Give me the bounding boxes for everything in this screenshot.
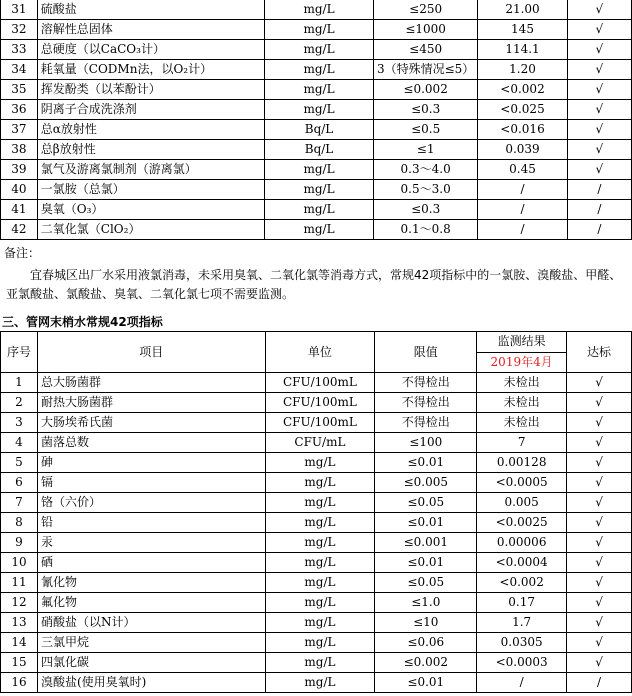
cell-item: 氰化物 bbox=[37, 573, 265, 593]
cell-result: / bbox=[478, 220, 567, 240]
cell-pass: / bbox=[567, 180, 631, 200]
cell-result: 0.00006 bbox=[477, 533, 567, 553]
cell-unit: mg/L bbox=[265, 553, 375, 573]
cell-limit: 3（特殊情况≤5） bbox=[373, 60, 477, 80]
cell-result: <0.0003 bbox=[477, 653, 567, 673]
table-row bbox=[1, 513, 632, 533]
cell-result: 0.005 bbox=[477, 493, 567, 513]
table-row bbox=[1, 140, 632, 160]
cell-pass: √ bbox=[567, 100, 631, 120]
header-pass: 达标 bbox=[567, 332, 632, 373]
cell-limit: ≤450 bbox=[373, 40, 477, 60]
cell-result: 0.17 bbox=[477, 593, 567, 613]
cell-unit: mg/L bbox=[265, 180, 374, 200]
cell-unit: CFU/100mL bbox=[265, 413, 375, 433]
cell-item: 溴酸盐(使用臭氧时) bbox=[37, 673, 265, 693]
header-result-date: 2019年4月 bbox=[477, 352, 567, 373]
cell-unit: mg/L bbox=[265, 573, 375, 593]
cell-limit: ≤0.01 bbox=[375, 553, 477, 573]
table-row bbox=[1, 493, 632, 513]
cell-no: 13 bbox=[1, 613, 38, 633]
cell-pass: √ bbox=[567, 40, 631, 60]
cell-no: 10 bbox=[1, 553, 38, 573]
cell-pass: / bbox=[567, 673, 632, 693]
table-row bbox=[1, 413, 632, 433]
cell-no: 4 bbox=[1, 433, 38, 453]
cell-pass: √ bbox=[567, 593, 632, 613]
header-no: 序号 bbox=[1, 332, 38, 373]
table-row bbox=[1, 20, 632, 40]
cell-item: 硝酸盐（以N计） bbox=[37, 613, 265, 633]
cell-no: 40 bbox=[1, 180, 38, 200]
cell-no: 37 bbox=[1, 120, 38, 140]
cell-pass: √ bbox=[567, 20, 631, 40]
cell-item: 挥发酚类（以苯酚计） bbox=[37, 80, 264, 100]
cell-pass: √ bbox=[567, 140, 631, 160]
cell-no: 41 bbox=[1, 200, 38, 220]
table-row bbox=[1, 60, 632, 80]
cell-item: 铅 bbox=[37, 513, 265, 533]
cell-no: 35 bbox=[1, 80, 38, 100]
cell-limit: ≤0.05 bbox=[375, 493, 477, 513]
cell-limit: 0.3～4.0 bbox=[373, 160, 477, 180]
cell-result: <0.002 bbox=[478, 80, 567, 100]
table-header-row bbox=[1, 332, 632, 353]
cell-unit: mg/L bbox=[265, 593, 375, 613]
cell-no: 32 bbox=[1, 20, 38, 40]
table-row bbox=[1, 533, 632, 553]
table-row bbox=[1, 393, 632, 413]
cell-limit: ≤250 bbox=[373, 0, 477, 20]
cell-no: 12 bbox=[1, 593, 38, 613]
table-row bbox=[1, 613, 632, 633]
table-row bbox=[1, 80, 632, 100]
cell-limit: ≤1.0 bbox=[375, 593, 477, 613]
cell-pass: √ bbox=[567, 453, 632, 473]
table-row bbox=[1, 633, 632, 653]
cell-unit: CFU/100mL bbox=[265, 393, 375, 413]
cell-unit: mg/L bbox=[265, 160, 374, 180]
cell-limit: ≤0.5 bbox=[373, 120, 477, 140]
cell-result: 1.20 bbox=[478, 60, 567, 80]
cell-pass: √ bbox=[567, 613, 632, 633]
cell-item: 总硬度（以CaCO₃计） bbox=[37, 40, 264, 60]
table-row bbox=[1, 120, 632, 140]
cell-limit: ≤0.3 bbox=[373, 200, 477, 220]
cell-pass: √ bbox=[567, 653, 632, 673]
cell-limit: 不得检出 bbox=[375, 413, 477, 433]
cell-unit: Bq/L bbox=[265, 140, 374, 160]
cell-result: 未检出 bbox=[477, 413, 567, 433]
cell-unit: mg/L bbox=[265, 100, 374, 120]
cell-pass: √ bbox=[567, 60, 631, 80]
table-row bbox=[1, 160, 632, 180]
cell-result: / bbox=[478, 180, 567, 200]
cell-limit: ≤0.01 bbox=[375, 513, 477, 533]
cell-result: 0.45 bbox=[478, 160, 567, 180]
cell-result: 1.7 bbox=[477, 613, 567, 633]
table-row bbox=[1, 673, 632, 693]
cell-result: <0.0025 bbox=[477, 513, 567, 533]
cell-unit: mg/L bbox=[265, 453, 375, 473]
table-row bbox=[1, 200, 632, 220]
indicator-table-bottom bbox=[0, 331, 632, 693]
cell-no: 5 bbox=[1, 453, 38, 473]
cell-no: 36 bbox=[1, 100, 38, 120]
cell-item: 硫酸盐 bbox=[37, 0, 264, 20]
cell-result: 7 bbox=[477, 433, 567, 453]
cell-limit: ≤0.3 bbox=[373, 100, 477, 120]
cell-pass: √ bbox=[567, 513, 632, 533]
indicator-table-top bbox=[0, 0, 632, 240]
cell-item: 总大肠菌群 bbox=[37, 373, 265, 393]
cell-unit: mg/L bbox=[265, 473, 375, 493]
cell-result: 0.00128 bbox=[477, 453, 567, 473]
cell-result: 145 bbox=[478, 20, 567, 40]
cell-no: 11 bbox=[1, 573, 38, 593]
cell-pass: / bbox=[567, 200, 631, 220]
cell-result: <0.025 bbox=[478, 100, 567, 120]
note-text: 宜春城区出厂水采用液氯消毒，未采用臭氧、二氧化氯等消毒方式，常规42项指标中的一氯胺、溴酸盐、甲醛、亚氯酸盐、氯酸盐、臭氧、二氧化氯七项不需要监测。 bbox=[6, 268, 622, 301]
cell-pass: √ bbox=[567, 573, 632, 593]
cell-no: 16 bbox=[1, 673, 38, 693]
header-item: 项目 bbox=[37, 332, 265, 373]
cell-limit: 不得检出 bbox=[375, 373, 477, 393]
cell-unit: mg/L bbox=[265, 493, 375, 513]
cell-unit: mg/L bbox=[265, 220, 374, 240]
cell-limit: ≤10 bbox=[375, 613, 477, 633]
cell-result: <0.0004 bbox=[477, 553, 567, 573]
cell-limit: ≤1 bbox=[373, 140, 477, 160]
header-limit: 限值 bbox=[375, 332, 477, 373]
header-unit: 单位 bbox=[265, 332, 375, 373]
cell-no: 2 bbox=[1, 393, 38, 413]
cell-item: 溶解性总固体 bbox=[37, 20, 264, 40]
cell-result: <0.016 bbox=[478, 120, 567, 140]
cell-item: 耐热大肠菌群 bbox=[37, 393, 265, 413]
cell-result: / bbox=[477, 673, 567, 693]
cell-pass: √ bbox=[567, 0, 631, 20]
cell-unit: CFU/100mL bbox=[265, 373, 375, 393]
cell-item: 菌落总数 bbox=[37, 433, 265, 453]
cell-limit: ≤0.002 bbox=[375, 653, 477, 673]
cell-item: 大肠埃希氏菌 bbox=[37, 413, 265, 433]
cell-item: 总α放射性 bbox=[37, 120, 264, 140]
cell-limit: ≤1000 bbox=[373, 20, 477, 40]
cell-result: <0.002 bbox=[477, 573, 567, 593]
cell-pass: √ bbox=[567, 433, 632, 453]
cell-limit: 不得检出 bbox=[375, 393, 477, 413]
cell-no: 7 bbox=[1, 493, 38, 513]
cell-no: 1 bbox=[1, 373, 38, 393]
cell-limit: 0.5～3.0 bbox=[373, 180, 477, 200]
cell-pass: √ bbox=[567, 633, 632, 653]
cell-limit: ≤0.001 bbox=[375, 533, 477, 553]
cell-unit: mg/L bbox=[265, 200, 374, 220]
cell-item: 砷 bbox=[37, 453, 265, 473]
table-row bbox=[1, 40, 632, 60]
cell-no: 6 bbox=[1, 473, 38, 493]
cell-limit: ≤0.06 bbox=[375, 633, 477, 653]
cell-unit: CFU/mL bbox=[265, 433, 375, 453]
cell-no: 9 bbox=[1, 533, 38, 553]
cell-unit: mg/L bbox=[265, 20, 374, 40]
cell-item: 臭氧（O₃） bbox=[37, 200, 264, 220]
table-row bbox=[1, 653, 632, 673]
table-row bbox=[1, 593, 632, 613]
table-row bbox=[1, 573, 632, 593]
cell-limit: ≤0.002 bbox=[373, 80, 477, 100]
cell-pass: √ bbox=[567, 120, 631, 140]
cell-item: 镉 bbox=[37, 473, 265, 493]
cell-item: 四氯化碳 bbox=[37, 653, 265, 673]
cell-no: 8 bbox=[1, 513, 38, 533]
cell-unit: mg/L bbox=[265, 653, 375, 673]
header-result-group: 监测结果 bbox=[477, 332, 567, 353]
cell-unit: mg/L bbox=[265, 80, 374, 100]
cell-item: 阴离子合成洗涤剂 bbox=[37, 100, 264, 120]
cell-unit: mg/L bbox=[265, 60, 374, 80]
cell-unit: mg/L bbox=[265, 513, 375, 533]
cell-unit: Bq/L bbox=[265, 120, 374, 140]
cell-unit: mg/L bbox=[265, 673, 375, 693]
cell-pass: √ bbox=[567, 80, 631, 100]
cell-no: 39 bbox=[1, 160, 38, 180]
cell-item: 铬（六价） bbox=[37, 493, 265, 513]
cell-item: 氯气及游离氯制剂（游离氯） bbox=[37, 160, 264, 180]
table-row bbox=[1, 0, 632, 20]
cell-result: 未检出 bbox=[477, 373, 567, 393]
cell-unit: mg/L bbox=[265, 633, 375, 653]
cell-item: 一氯胺（总氯） bbox=[37, 180, 264, 200]
cell-pass: √ bbox=[567, 493, 632, 513]
cell-no: 14 bbox=[1, 633, 38, 653]
cell-item: 二氧化氯（ClO₂） bbox=[37, 220, 264, 240]
cell-pass: / bbox=[567, 220, 631, 240]
cell-limit: ≤0.01 bbox=[375, 453, 477, 473]
table-row bbox=[1, 473, 632, 493]
table-row bbox=[1, 433, 632, 453]
cell-pass: √ bbox=[567, 373, 632, 393]
cell-result: 21.00 bbox=[478, 0, 567, 20]
table-row bbox=[1, 180, 632, 200]
cell-no: 31 bbox=[1, 0, 38, 20]
cell-pass: √ bbox=[567, 413, 632, 433]
table-row bbox=[1, 373, 632, 393]
cell-result: / bbox=[478, 200, 567, 220]
cell-item: 氟化物 bbox=[37, 593, 265, 613]
cell-pass: √ bbox=[567, 393, 632, 413]
cell-limit: ≤0.05 bbox=[375, 573, 477, 593]
table-row bbox=[1, 100, 632, 120]
cell-pass: √ bbox=[567, 473, 632, 493]
cell-unit: mg/L bbox=[265, 40, 374, 60]
table-row bbox=[1, 220, 632, 240]
cell-unit: mg/L bbox=[265, 613, 375, 633]
section-title: 三、管网末梢水常规42项指标 bbox=[2, 315, 163, 329]
cell-no: 34 bbox=[1, 60, 38, 80]
table-row bbox=[1, 553, 632, 573]
cell-item: 三氯甲烷 bbox=[37, 633, 265, 653]
cell-item: 汞 bbox=[37, 533, 265, 553]
cell-limit: ≤0.01 bbox=[375, 673, 477, 693]
cell-limit: 0.1～0.8 bbox=[373, 220, 477, 240]
cell-pass: √ bbox=[567, 533, 632, 553]
cell-no: 42 bbox=[1, 220, 38, 240]
cell-limit: ≤0.005 bbox=[375, 473, 477, 493]
cell-unit: mg/L bbox=[265, 0, 374, 20]
cell-result: <0.0005 bbox=[477, 473, 567, 493]
cell-no: 33 bbox=[1, 40, 38, 60]
cell-limit: ≤100 bbox=[375, 433, 477, 453]
cell-pass: √ bbox=[567, 553, 632, 573]
cell-item: 耗氧量（CODMn法，以O₂计） bbox=[37, 60, 264, 80]
cell-result: 未检出 bbox=[477, 393, 567, 413]
cell-item: 硒 bbox=[37, 553, 265, 573]
cell-pass: √ bbox=[567, 160, 631, 180]
cell-unit: mg/L bbox=[265, 533, 375, 553]
cell-result: 0.0305 bbox=[477, 633, 567, 653]
table-row bbox=[1, 453, 632, 473]
cell-no: 3 bbox=[1, 413, 38, 433]
cell-result: 114.1 bbox=[478, 40, 567, 60]
cell-item: 总β放射性 bbox=[37, 140, 264, 160]
note-label: 备注： bbox=[4, 246, 41, 260]
cell-no: 15 bbox=[1, 653, 38, 673]
cell-no: 38 bbox=[1, 140, 38, 160]
cell-result: 0.039 bbox=[478, 140, 567, 160]
